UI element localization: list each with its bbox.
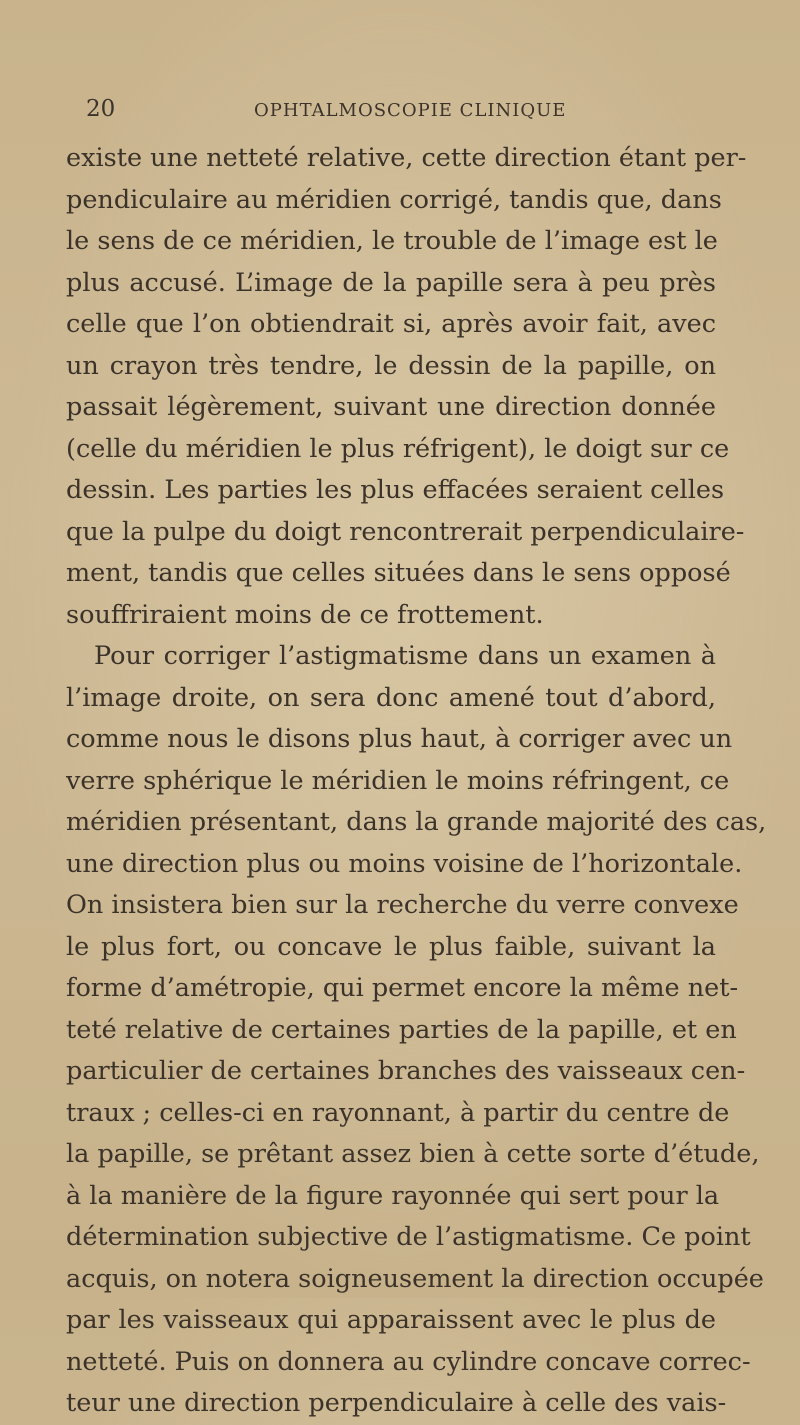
- text-line: netteté. Puis on donnera au cylindre concave correc-: [66, 1346, 751, 1377]
- body-text: [66, 138, 767, 1425]
- text-line: existe une netteté relative, cette direction étant per-: [66, 143, 747, 173]
- page-number: 20: [86, 96, 116, 122]
- text-line: traux ; celles-ci en rayonnant, à partir du centre de: [66, 1097, 730, 1128]
- text-line: comme nous le disons plus haut, à corriger avec un: [66, 724, 733, 754]
- running-title: OPHTALMOSCOPIE CLINIQUE: [254, 100, 567, 121]
- text-line: la papille, se prêtant assez bien à cette sorte d’étude,: [66, 1139, 760, 1169]
- text-line: forme d’amétropie, qui permet encore la même net-: [66, 973, 739, 1003]
- text-line: par les vaisseaux qui apparaissent avec le plus de: [66, 1305, 716, 1335]
- text-line: souffriraient moins de ce frottement.: [66, 599, 544, 630]
- text-line: le sens de ce méridien, le trouble de l’image est le: [66, 226, 718, 256]
- text-line: celle que l’on obtiendrait si, après avoir fait, avec: [66, 309, 716, 339]
- page-header: [86, 96, 726, 130]
- text-line: à la manière de la figure rayonnée qui sert pour la: [66, 1180, 720, 1211]
- text-line: particulier de certaines branches des vaisseaux cen-: [66, 1056, 746, 1086]
- text-line: acquis, on notera soigneusement la direction occupée: [66, 1263, 764, 1294]
- text-line: méridien présentant, dans la grande majorité des cas,: [66, 807, 767, 837]
- text-line: que la pulpe du doigt rencontrerait perpendiculaire-: [66, 516, 745, 547]
- text-line: teté relative de certaines parties de la papille, et en: [66, 1014, 737, 1045]
- text-line: l’image droite, on sera donc amené tout d’abord,: [66, 682, 716, 713]
- text-line: passait légèrement, suivant une direction donnée: [66, 392, 716, 422]
- text-line: On insistera bien sur la recherche du verre convexe: [66, 890, 739, 920]
- text-line: détermination subjective de l’astigmatisme. Ce point: [66, 1222, 751, 1252]
- text-line: teur une direction perpendiculaire à celle des vais-: [66, 1388, 727, 1418]
- text-line: ment, tandis que celles situées dans le sens opposé: [66, 558, 731, 588]
- text-line: verre sphérique le méridien le moins réfringent, ce: [66, 765, 730, 796]
- text-line: une direction plus ou moins voisine de l’horizontale.: [66, 848, 743, 879]
- text-line: dessin. Les parties les plus effacées seraient celles: [66, 475, 725, 505]
- text-line: (celle du méridien le plus réfrigent), le doigt sur ce: [66, 433, 730, 464]
- text-line: un crayon très tendre, le dessin de la papille, on: [66, 350, 716, 381]
- paragraph-first-line: Pour corriger l’astigmatisme dans un examen à: [94, 641, 716, 671]
- text-line: pendiculaire au méridien corrigé, tandis que, dans: [66, 184, 722, 215]
- text-line: plus accusé. L’image de la papille sera à peu près: [66, 267, 716, 298]
- text-line: le plus fort, ou concave le plus faible, suivant la: [66, 931, 716, 962]
